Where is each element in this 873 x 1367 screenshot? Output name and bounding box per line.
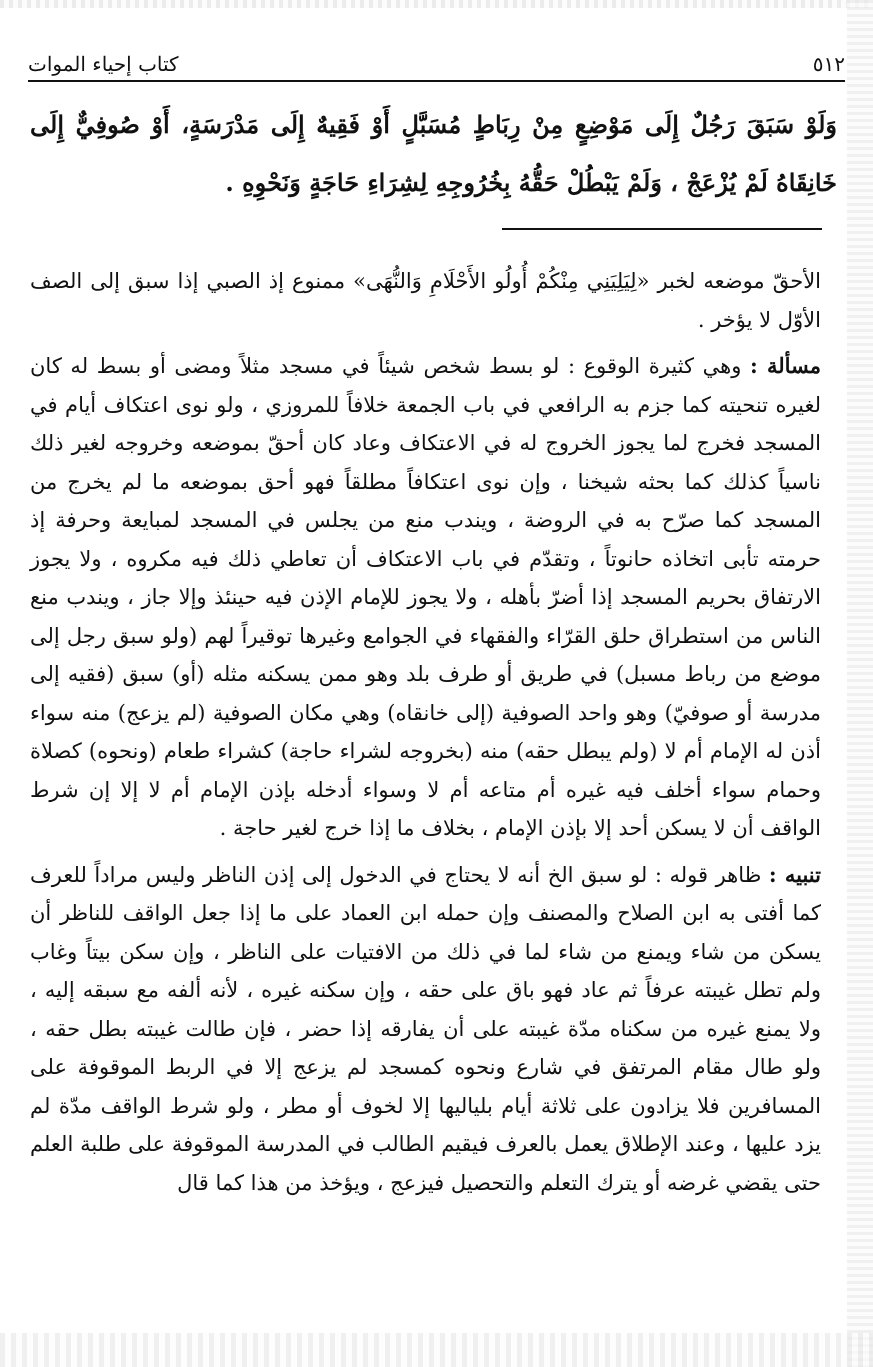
main-text: وَلَوْ سَبَقَ رَجُلٌ إِلَى مَوْضِعٍ مِنْ رِبَاطٍ مُسَبَّلٍ أَوْ فَقِيهٌ إِلَى مَدْرَسَةٍ، أَوْ صُوفِيٌّ إِلَى خَانِقَاهُ لَمْ يُزْعَجْ ، وَلَمْ يَبْطُلْ حَقُّهُ بِخُرُوجِهِ لِشِرَاءِ حَاجَةٍ وَنَحْوِهِ . [30, 110, 837, 197]
commentary-paragraph-1 [30, 262, 821, 339]
commentary-text-3: ظاهر قوله : لو سبق الخ أنه لا يحتاج في الدخول إلى إذن الناظر وليس مراداً للعرف كما أفتى به ابن الصلاح والمصنف وإن حمله ابن العماد على ما إذا جعل الواقف للناظر أن يسكن من شاء ويمنع من شاء لما في ذلك من الافتيات على الناظر ، وإن سكن بيتاً وغاب ولم تطل غيبته عرفاً ثم عاد فهو باق على حقه ، وإن سكنه غيره ، لأنه ألفه مع سبقه إليه ، ولا يمنع غيره من سكناه مدّة غيبته على أن يفارقه إذا حضر ، فإن طالت غيبته بطل حقه ، ولو طال مقام المرتفق في شارع ونحوه كمسجد لم يزعج إلا في الربط الموقوفة على المسافرين فلا يزادون على ثلاثة أيام بلياليها إلا لخوف أو مطر ، ولو شرط الواقف مدّة لم يزد عليها ، وعند الإطلاق يعمل بالعرف فيقيم الطالب في المدرسة الموقوفة على طلبة العلم حتى يقضي غرضه أو يترك التعلم والتحصيل فيزعج ، ويؤخذ من هذا كما قال [30, 862, 822, 1195]
commentary-text-1: الأحقّ موضعه لخبر «لِيَلِيَنِي مِنْكُمْ أُولُو الأَحْلَامِ وَالنُّهَى» ممنوع إذ الصبي إذا سبق إلى الصف الأوّل لا يؤخر . [30, 269, 821, 332]
footnote-separator [502, 228, 822, 230]
note-heading: تنبيه : [768, 861, 821, 887]
page-number: ٥١٢ [812, 52, 845, 76]
commentary-paragraph-2 [30, 347, 821, 848]
commentary-text-2: وهي كثيرة الوقوع : لو بسط شخص شيئاً في مسجد مثلاً ومضى أو بسط له كان لغيره تنحيته كما جزم به الرافعي في باب الجمعة خلافاً للمروزي ، ولو نوى اعتكاف أيام في المسجد فخرج لما يجوز الخروج له في الاعتكاف وعاد كان أحقّ بموضعه وخروجه لغير ذلك ناسياً كذلك كما بحثه شيخنا ، وإن نوى اعتكافاً مطلقاً فهو أحق بموضعه ما لم يخرج من المسجد كما صرّح به في الروضة ، ويندب منع من يجلس في المسجد لمبايعة وحرفة إذ حرمته تأبى اتخاذه حانوتاً ، وتقدّم في باب الاعتكاف أن تعاطي ذلك فيه مكروه ، ولا يجوز الارتفاق بحريم المسجد إذا أضرّ بأهله ، ولا يجوز للإمام الإذن فيه حينئذ وإلا جاز ، ويندب منع الناس من استطراق حلق القرّاء والفقهاء في الجوامع وغيرها توقيراً لهم (ولو سبق رجل إلى موضع من رباط مسبل) في طريق أو طرف بلد وهو ممن يسكنه مثله (أو) سبق (فقيه إلى مدرسة أو صوفيّ) وهو واحد الصوفية (إلى خانقاه) وهي مكان الصوفية (لم يزعج) منه سواء أذن له الإمام أم لا (ولم يبطل حقه) منه (بخروجه لشراء حاجة) كشراء طعام (ونحوه) كصلاة وحمام سواء أخلف فيه غيره أم متاعه أم لا وسواء أدخله بإذن الإمام أم لا إلا إن شرط الواقف أن لا يسكن أحد إلا بإذن الإمام ، بخلاف ما إذا خرج لغير حاجة . [30, 354, 821, 840]
header-rule [28, 80, 845, 82]
page-bottom-edge [0, 1333, 873, 1367]
running-header [28, 36, 845, 76]
main-text-block [30, 96, 837, 212]
chapter-title: كتاب إحياء الموات [28, 52, 179, 76]
page-side-edge [847, 0, 873, 1367]
commentary-block [30, 262, 821, 1210]
issue-heading: مسألة : [749, 353, 821, 378]
commentary-paragraph-3 [30, 856, 821, 1203]
page-top-edge [0, 0, 873, 8]
